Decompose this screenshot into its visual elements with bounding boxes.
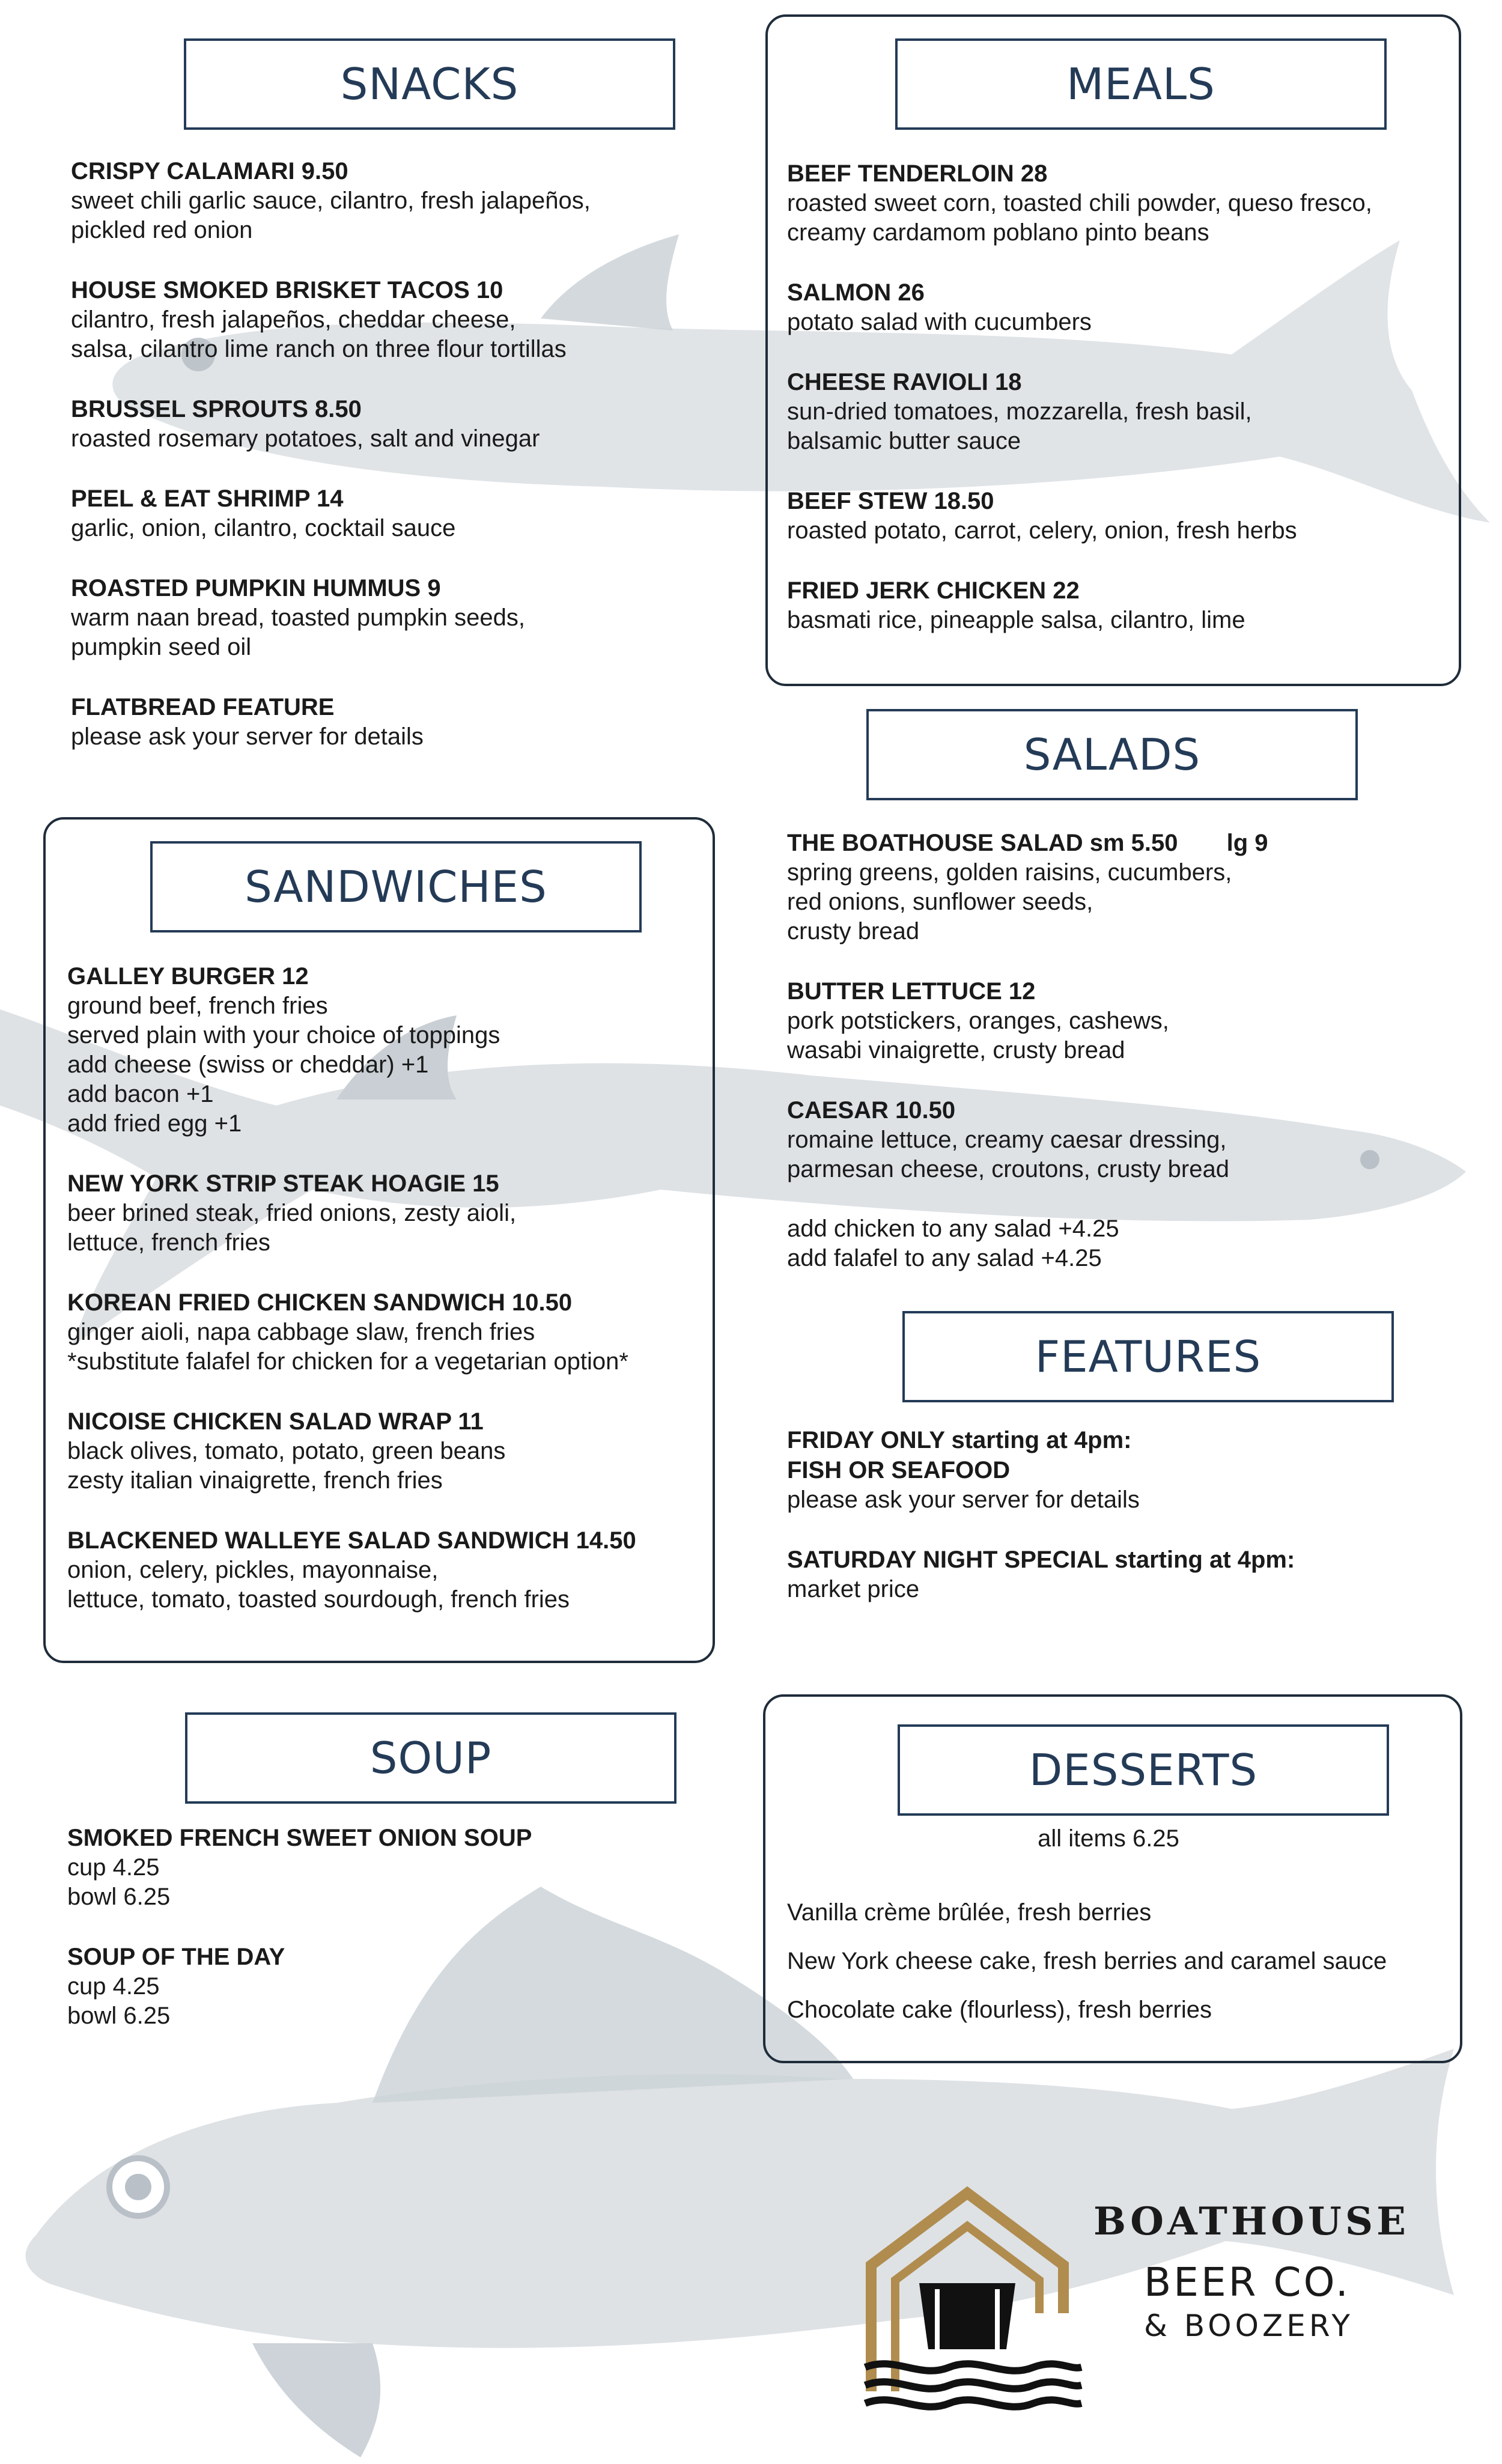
- item-description: black olives, tomato, potato, green beans: [67, 1438, 506, 1464]
- dessert-item: New York cheese cake, fresh berries and caramel sauce: [787, 1948, 1387, 1974]
- logo-line-beer-co: BEER CO.: [1144, 2259, 1351, 2305]
- item-name: [787, 828, 1478, 858]
- item-name: CAESAR 10.50: [787, 1097, 956, 1124]
- item-name: SALMON 26: [787, 279, 925, 306]
- menu-item: [67, 1526, 704, 1614]
- item-description: pickled red onion: [71, 217, 253, 243]
- salad-addon: add falafel to any salad +4.25: [787, 1245, 1102, 1271]
- menu-item: [787, 1545, 1478, 1604]
- item-name: SATURDAY NIGHT SPECIAL starting at 4pm:: [787, 1547, 1295, 1573]
- item-name: BEEF TENDERLOIN 28: [787, 160, 1048, 187]
- menu-item: [67, 1407, 704, 1495]
- features-title: FEATURES: [902, 1311, 1394, 1402]
- item-name: CRISPY CALAMARI 9.50: [71, 158, 348, 184]
- item-name: SOUP OF THE DAY: [67, 1944, 285, 1970]
- menu-item: [71, 156, 732, 245]
- meals-list: [787, 159, 1448, 665]
- item-description: cup 4.25: [67, 1973, 160, 2000]
- menu-item: [787, 576, 1448, 635]
- menu-item: [787, 1425, 1478, 1515]
- item-name: SMOKED FRENCH SWEET ONION SOUP: [67, 1825, 532, 1851]
- item-description: roasted rosemary potatoes, salt and vinegar: [71, 425, 540, 452]
- item-description: served plain with your choice of toppings: [67, 1022, 500, 1048]
- item-description: warm naan bread, toasted pumpkin seeds,: [71, 604, 525, 631]
- item-description: red onions, sunflower seeds,: [787, 889, 1093, 915]
- menu-item: [67, 1823, 728, 1912]
- item-description: add cheese (swiss or cheddar) +1: [67, 1051, 429, 1078]
- item-name: FRIED JERK CHICKEN 22: [787, 577, 1080, 604]
- item-description: please ask your server for details: [787, 1486, 1140, 1513]
- item-name: BEEF STEW 18.50: [787, 488, 994, 514]
- item-name: CHEESE RAVIOLI 18: [787, 369, 1022, 395]
- salads-list: [787, 828, 1478, 1273]
- item-description: roasted potato, carrot, celery, onion, fresh herbs: [787, 517, 1297, 544]
- item-description: add bacon +1: [67, 1081, 214, 1107]
- menu-item: [787, 828, 1478, 946]
- logo-line-boozery: & BOOZERY: [1144, 2308, 1354, 2343]
- item-description: lettuce, french fries: [67, 1229, 270, 1256]
- sandwiches-title: SANDWICHES: [150, 841, 642, 932]
- item-name: BLACKENED WALLEYE SALAD SANDWICH 14.50: [67, 1527, 636, 1554]
- item-description: balsamic butter sauce: [787, 428, 1021, 454]
- item-name: KOREAN FRIED CHICKEN SANDWICH 10.50: [67, 1289, 573, 1316]
- menu-item: [71, 275, 732, 364]
- item-description: please ask your server for details: [71, 723, 424, 750]
- item-name-large-price: lg 9: [1226, 830, 1268, 856]
- item-description: wasabi vinaigrette, crusty bread: [787, 1037, 1125, 1063]
- item-description: zesty italian vinaigrette, french fries: [67, 1467, 443, 1494]
- item-description: beer brined steak, fried onions, zesty aioli,: [67, 1200, 517, 1226]
- desserts-title: DESSERTS: [898, 1724, 1389, 1816]
- item-name: GALLEY BURGER 12: [67, 963, 309, 990]
- item-name-secondary: FISH OR SEAFOOD: [787, 1457, 1011, 1483]
- meals-title: MEALS: [895, 38, 1387, 130]
- item-description: potato salad with cucumbers: [787, 309, 1092, 335]
- menu-item: [787, 486, 1448, 546]
- menu-item: [787, 367, 1448, 456]
- item-description: add fried egg +1: [67, 1110, 242, 1137]
- features-list: [787, 1425, 1478, 1634]
- menu-item: [787, 278, 1448, 337]
- salad-addon: add chicken to any salad +4.25: [787, 1215, 1119, 1242]
- item-description: lettuce, tomato, toasted sourdough, french fries: [67, 1586, 570, 1613]
- item-name: ROASTED PUMPKIN HUMMUS 9: [71, 575, 441, 601]
- menu-item: [67, 1942, 728, 2031]
- item-description: *substitute falafel for chicken for a vegetarian option*: [67, 1348, 628, 1375]
- item-description: bowl 6.25: [67, 1884, 171, 1910]
- menu-item: [787, 1095, 1478, 1184]
- item-name: FRIDAY ONLY starting at 4pm:: [787, 1427, 1132, 1453]
- item-name: PEEL & EAT SHRIMP 14: [71, 485, 344, 512]
- desserts-price-note: all items 6.25: [1038, 1825, 1179, 1852]
- item-description: parmesan cheese, croutons, crusty bread: [787, 1156, 1229, 1182]
- item-description: spring greens, golden raisins, cucumbers,: [787, 859, 1232, 886]
- soup-list: [67, 1823, 728, 2061]
- item-description: creamy cardamom poblano pinto beans: [787, 219, 1209, 246]
- menu-item: [71, 692, 732, 752]
- item-name: FLATBREAD FEATURE: [71, 694, 335, 720]
- menu-item: [67, 1169, 704, 1258]
- menu-item: [67, 1288, 704, 1376]
- item-name: BRUSSEL SPROUTS 8.50: [71, 396, 362, 422]
- menu-item: [71, 394, 732, 454]
- menu-item: [71, 484, 732, 543]
- desserts-list: [787, 1824, 1448, 2025]
- item-name-main: THE BOATHOUSE SALAD sm 5.50: [787, 830, 1178, 856]
- dessert-item: Vanilla crème brûlée, fresh berries: [787, 1899, 1152, 1926]
- item-description: sun-dried tomatoes, mozzarella, fresh basil,: [787, 398, 1252, 425]
- snacks-list: [71, 156, 732, 782]
- item-description: salsa, cilantro lime ranch on three flour tortillas: [71, 336, 567, 362]
- item-name: NICOISE CHICKEN SALAD WRAP 11: [67, 1408, 484, 1435]
- item-description: romaine lettuce, creamy caesar dressing,: [787, 1127, 1227, 1153]
- salads-title: SALADS: [866, 709, 1358, 800]
- item-description: pork potstickers, oranges, cashews,: [787, 1008, 1169, 1034]
- item-name: NEW YORK STRIP STEAK HOAGIE 15: [67, 1170, 499, 1197]
- item-description: ginger aioli, napa cabbage slaw, french fries: [67, 1319, 535, 1345]
- item-description: cup 4.25: [67, 1854, 160, 1881]
- logo-line-boathouse: BOATHOUSE: [1093, 2199, 1409, 2244]
- item-description: bowl 6.25: [67, 2003, 171, 2029]
- item-name: HOUSE SMOKED BRISKET TACOS 10: [71, 277, 503, 303]
- item-description: sweet chili garlic sauce, cilantro, fresh jalapeños,: [71, 187, 591, 214]
- menu-item: [67, 961, 704, 1139]
- item-description: pumpkin seed oil: [71, 634, 252, 660]
- item-description: onion, celery, pickles, mayonnaise,: [67, 1557, 439, 1583]
- item-description: market price: [787, 1576, 920, 1602]
- item-description: basmati rice, pineapple salsa, cilantro, lime: [787, 607, 1245, 633]
- item-description: ground beef, french fries: [67, 993, 328, 1019]
- item-description: crusty bread: [787, 918, 920, 945]
- item-description: cilantro, fresh jalapeños, cheddar cheese,: [71, 306, 516, 333]
- item-name: BUTTER LETTUCE 12: [787, 978, 1036, 1005]
- sandwiches-list: [67, 961, 704, 1644]
- menu-item: [787, 159, 1448, 248]
- boathouse-logo: [853, 2175, 1454, 2427]
- dessert-item: Chocolate cake (flourless), fresh berries: [787, 1997, 1212, 2023]
- item-description: roasted sweet corn, toasted chili powder, queso fresco,: [787, 190, 1372, 216]
- menu-item: [71, 573, 732, 662]
- menu-item: [787, 976, 1478, 1065]
- soup-title: SOUP: [185, 1712, 677, 1804]
- snacks-title: SNACKS: [184, 38, 675, 130]
- item-description: garlic, onion, cilantro, cocktail sauce: [71, 515, 456, 541]
